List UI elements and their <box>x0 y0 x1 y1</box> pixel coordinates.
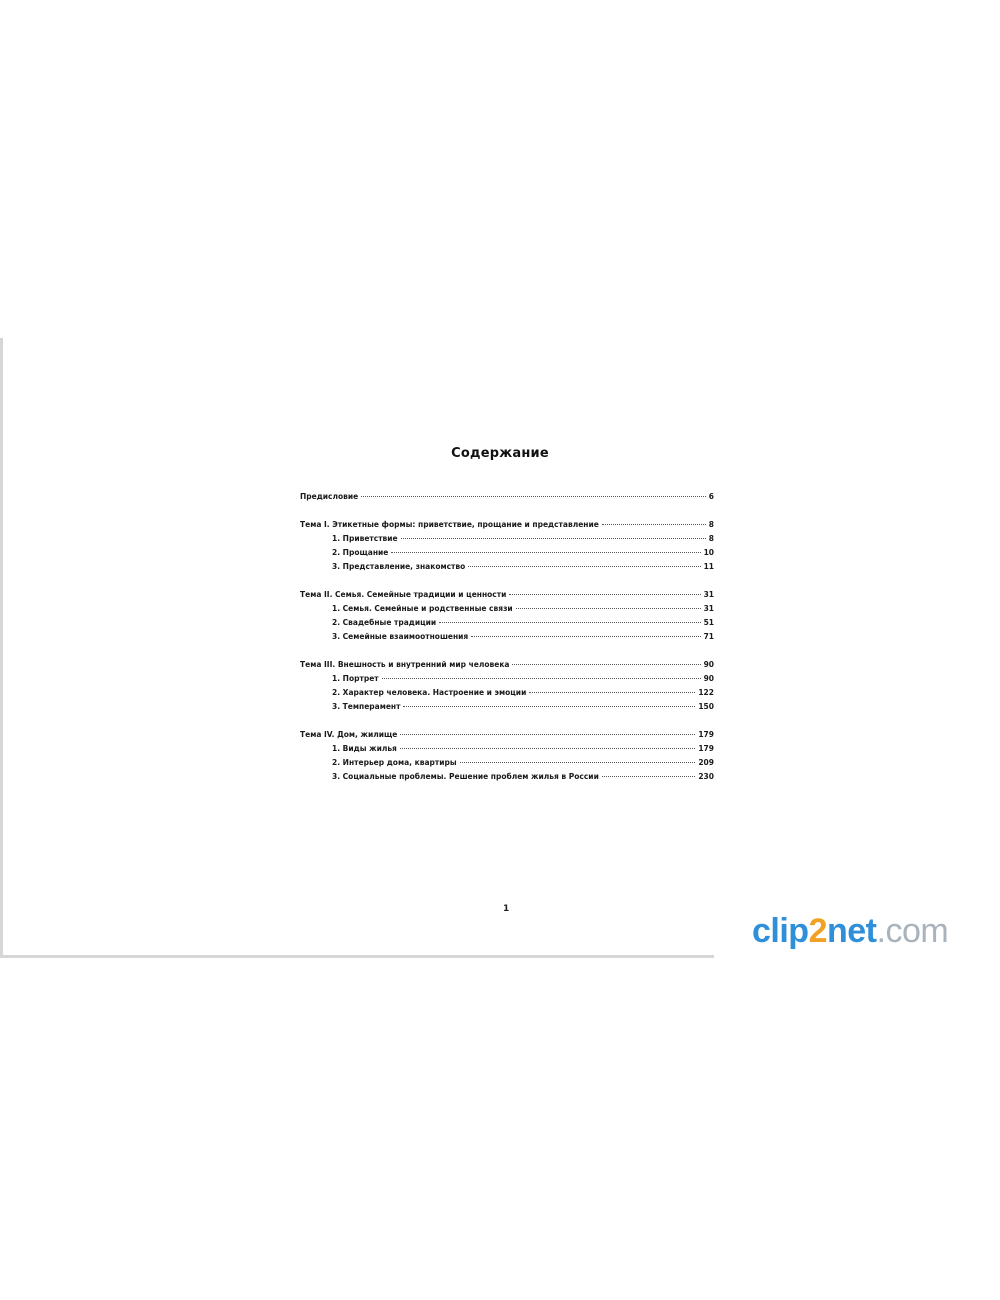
toc-subentry <box>300 534 714 548</box>
toc-entry-page: 31 <box>703 604 714 613</box>
toc-subentry <box>300 548 714 562</box>
toc-subentry <box>300 758 714 772</box>
toc-entry-label: 3. Темперамент <box>332 702 401 711</box>
toc-entry-page: 230 <box>698 772 714 781</box>
toc-dot-leader <box>602 524 706 525</box>
toc-subentry <box>300 562 714 576</box>
toc-dot-leader <box>471 636 700 637</box>
toc-dot-leader <box>391 552 700 553</box>
toc-entry-label: 3. Семейные взаимоотношения <box>332 632 469 641</box>
toc-entry <box>300 492 714 506</box>
toc-entry-label: Тема III. Внешность и внутренний мир человека <box>300 660 510 669</box>
toc-entry <box>300 660 714 674</box>
toc-dot-leader <box>509 594 700 595</box>
toc-subentry <box>300 744 714 758</box>
toc-entry-page: 8 <box>708 534 714 543</box>
toc-entry-page: 179 <box>698 730 714 739</box>
toc-entry-page: 11 <box>703 562 714 571</box>
toc-entry-label: Тема I. Этикетные формы: приветствие, прощание и представление <box>300 520 599 529</box>
toc-dot-leader <box>403 706 695 707</box>
watermark-dotcom: .com <box>876 912 949 950</box>
toc-dot-leader <box>361 496 706 497</box>
toc-dot-leader <box>602 776 696 777</box>
toc-entry-label: Тема II. Семья. Семейные традиции и ценности <box>300 590 507 599</box>
toc-subentry <box>300 674 714 688</box>
toc-entry-label: 1. Семья. Семейные и родственные связи <box>332 604 513 613</box>
toc-entry-label: 2. Интерьер дома, квартиры <box>332 758 457 767</box>
page-number: 1 <box>503 904 510 914</box>
toc-title: Содержание <box>451 446 549 461</box>
toc-dot-leader <box>382 678 701 679</box>
toc-entry-page: 71 <box>703 632 714 641</box>
toc-entry-page: 31 <box>703 590 714 599</box>
clip2net-watermark-logo <box>752 912 948 951</box>
toc-entry <box>300 730 714 744</box>
toc-dot-leader <box>529 692 695 693</box>
toc-dot-leader <box>516 608 701 609</box>
toc-dot-leader <box>400 748 695 749</box>
toc-dot-leader <box>401 538 706 539</box>
toc-entry-page: 8 <box>708 520 714 529</box>
toc-entry-page: 179 <box>698 744 714 753</box>
toc-entry-label: 3. Представление, знакомство <box>332 562 466 571</box>
watermark-net: net <box>827 912 877 950</box>
toc-entry-page: 6 <box>708 492 714 501</box>
toc-entry-label: 1. Виды жилья <box>332 744 397 753</box>
toc-entry-label: 2. Прощание <box>332 548 389 557</box>
toc-entry <box>300 520 714 534</box>
toc-subentry <box>300 632 714 646</box>
toc-entry-page: 122 <box>698 688 714 697</box>
toc-dot-leader <box>512 664 700 665</box>
toc-dot-leader <box>468 566 700 567</box>
toc-dot-leader <box>439 622 700 623</box>
toc-subentry <box>300 688 714 702</box>
toc-entry-label: 1. Портрет <box>332 674 379 683</box>
toc-subentry <box>300 618 714 632</box>
toc-entry-page: 209 <box>698 758 714 767</box>
toc-entry-label: 3. Социальные проблемы. Решение проблем жилья в России <box>332 772 599 781</box>
toc-subentry <box>300 772 714 786</box>
toc-subentry <box>300 604 714 618</box>
toc-entry <box>300 590 714 604</box>
toc-subentry <box>300 702 714 716</box>
toc-entry-page: 150 <box>698 702 714 711</box>
toc-entry-label: Предисловие <box>300 492 359 501</box>
toc-dot-leader <box>460 762 696 763</box>
toc-entry-label: 1. Приветствие <box>332 534 398 543</box>
toc-dot-leader <box>400 734 695 735</box>
watermark-2: 2 <box>808 912 827 950</box>
watermark-clip: clip <box>752 912 809 950</box>
toc-entry-page: 51 <box>703 618 714 627</box>
toc-entry-page: 10 <box>703 548 714 557</box>
toc-entry-page: 90 <box>703 660 714 669</box>
toc-entry-page: 90 <box>703 674 714 683</box>
toc-entry-label: 2. Свадебные традиции <box>332 618 437 627</box>
toc-entry-label: Тема IV. Дом, жилище <box>300 730 398 739</box>
table-of-contents <box>300 492 714 786</box>
toc-entry-label: 2. Характер человека. Настроение и эмоции <box>332 688 527 697</box>
